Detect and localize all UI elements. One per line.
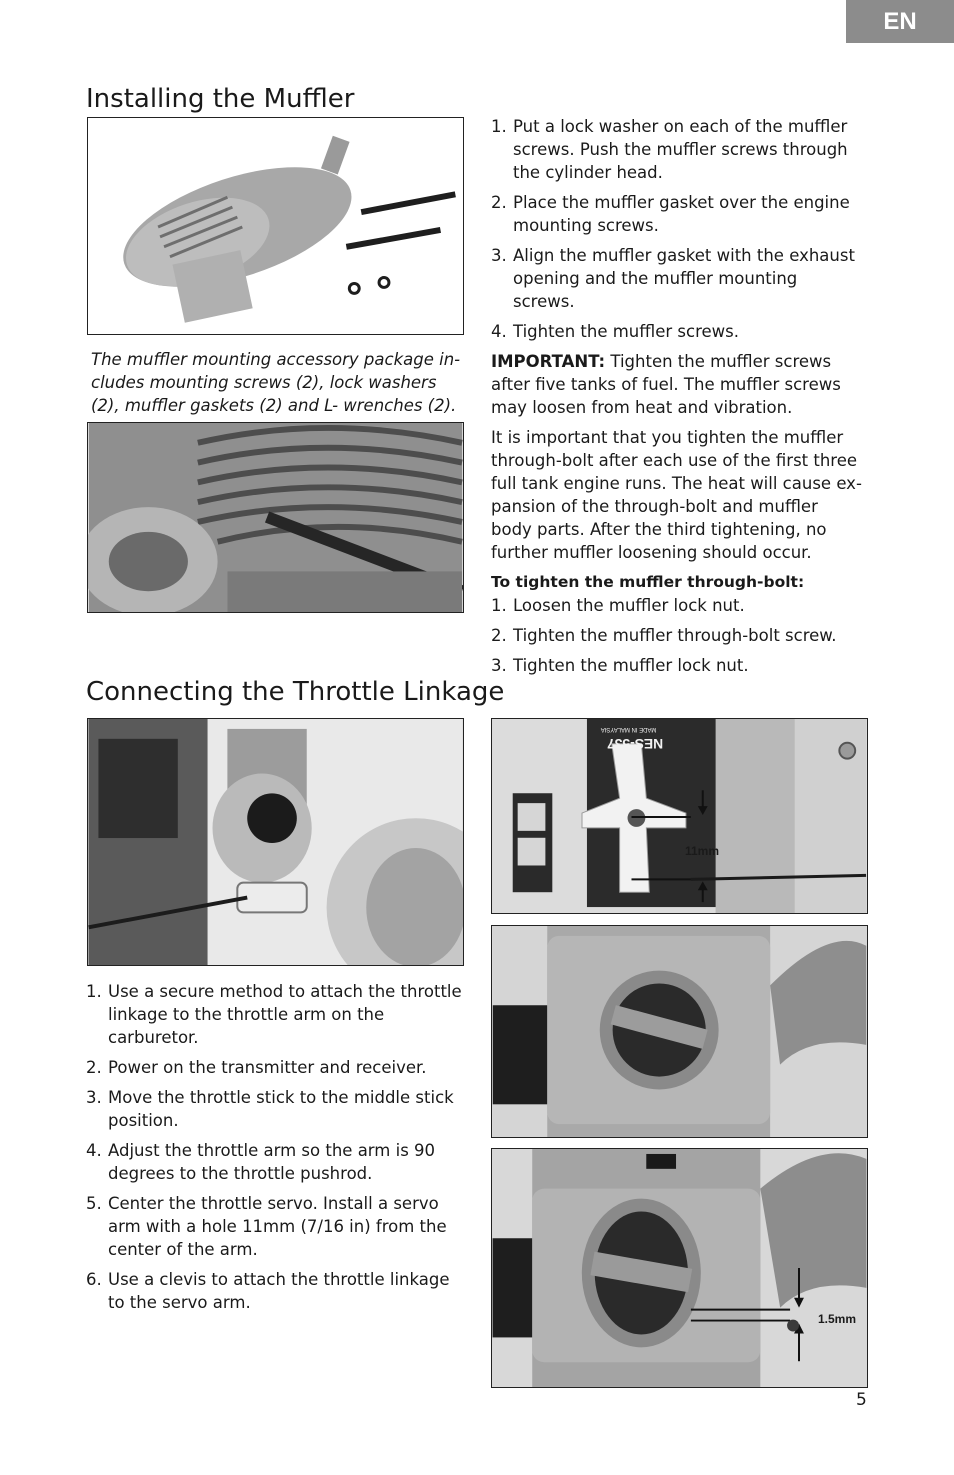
muffler-photo-caption: The muffler mounting accessory package in-cludes mounting screws (2), lock washers (2), muffler gaskets (2) and L- wrenches (2). <box>91 350 461 415</box>
important-note <box>491 350 863 419</box>
list-item <box>86 1192 464 1261</box>
list-item <box>491 654 863 677</box>
step-text: Put a lock washer on each of the muffler screws. Push the muffler screws through the cylinder head. <box>513 117 848 182</box>
list-item <box>491 191 863 237</box>
step-text: Use a clevis to attach the throttle linkage to the servo arm. <box>108 1270 450 1312</box>
important-text: Tighten the muffler screws after five tanks of fuel. The muffler screws may loosen from heat and vibration. <box>491 352 841 417</box>
step-number: 4. <box>86 1141 102 1160</box>
page-number: 5 <box>856 1390 867 1410</box>
list-item <box>86 1268 464 1314</box>
step-number: 1. <box>491 117 507 136</box>
step-text: Use a secure method to attach the throttle linkage to the throttle arm on the carburetor. <box>108 982 462 1047</box>
muffler-steps-list <box>491 115 863 343</box>
muffler-heading: Installing the Muffler <box>86 84 355 114</box>
muffler-accessories-photo <box>87 117 464 335</box>
step-number: 2. <box>491 626 507 645</box>
step-text: Align the muffler gasket with the exhaust opening and the muffler mounting screws. <box>513 246 855 311</box>
muffler-instructions <box>491 115 863 684</box>
step-number: 1. <box>491 596 507 615</box>
step-text: Tighten the muffler through-bolt screw. <box>513 626 837 645</box>
step-number: 3. <box>491 246 507 265</box>
servo-arm-photo <box>491 718 868 914</box>
list-item <box>86 1139 464 1185</box>
step-text: Move the throttle stick to the middle stick position. <box>108 1088 454 1130</box>
language-tab: EN <box>846 0 954 43</box>
carburetor-open-photo <box>491 1148 868 1388</box>
list-item <box>491 115 863 184</box>
through-bolt-paragraph: It is important that you tighten the muffler through-bolt after each use of the first three full tank engine runs. The heat will cause ex-pansion of the through-bolt and muffler body parts. After the third tightening, no further muffler loosening should occur. <box>491 428 862 562</box>
step-text: Adjust the throttle arm so the arm is 90 degrees to the throttle pushrod. <box>108 1141 436 1183</box>
list-item <box>491 594 863 617</box>
important-label: IMPORTANT: <box>491 352 606 371</box>
step-text: Tighten the muffler lock nut. <box>513 656 749 675</box>
step-number: 2. <box>86 1058 102 1077</box>
step-text: Loosen the muffler lock nut. <box>513 596 745 615</box>
step-text: Power on the transmitter and receiver. <box>108 1058 427 1077</box>
step-number: 1. <box>86 982 102 1001</box>
list-item <box>86 980 464 1049</box>
throttle-instructions <box>86 980 464 1321</box>
servo-model-label: NES-537 <box>606 735 664 752</box>
muffler-through-bolt-photo <box>87 422 464 613</box>
step-number: 3. <box>86 1088 102 1107</box>
step-number: 6. <box>86 1270 102 1289</box>
throttle-heading: Connecting the Throttle Linkage <box>86 677 505 707</box>
step-number: 4. <box>491 322 507 341</box>
servo-made-label: MADE IN MALAYSIA <box>600 725 657 732</box>
step-number: 5. <box>86 1194 102 1213</box>
throttle-arm-photo <box>87 718 464 966</box>
list-item <box>491 624 863 647</box>
step-number: 3. <box>491 656 507 675</box>
dimension-1-5mm-label: 1.5mm <box>818 1312 857 1326</box>
step-text: Center the throttle servo. Install a servo arm with a hole 11mm (7/16 in) from the center of the arm. <box>108 1194 447 1259</box>
step-text: Place the muffler gasket over the engine mounting screws. <box>513 193 850 235</box>
list-item <box>491 320 863 343</box>
list-item <box>86 1056 464 1079</box>
dimension-11mm-label: 11mm <box>685 844 720 858</box>
through-bolt-steps-list <box>491 594 863 677</box>
step-text: Tighten the muffler screws. <box>513 322 739 341</box>
through-bolt-subheading: To tighten the muffler through-bolt: <box>491 573 805 591</box>
throttle-steps-list <box>86 980 464 1314</box>
carburetor-closed-photo <box>491 925 868 1138</box>
list-item <box>491 244 863 313</box>
step-number: 2. <box>491 193 507 212</box>
list-item <box>86 1086 464 1132</box>
